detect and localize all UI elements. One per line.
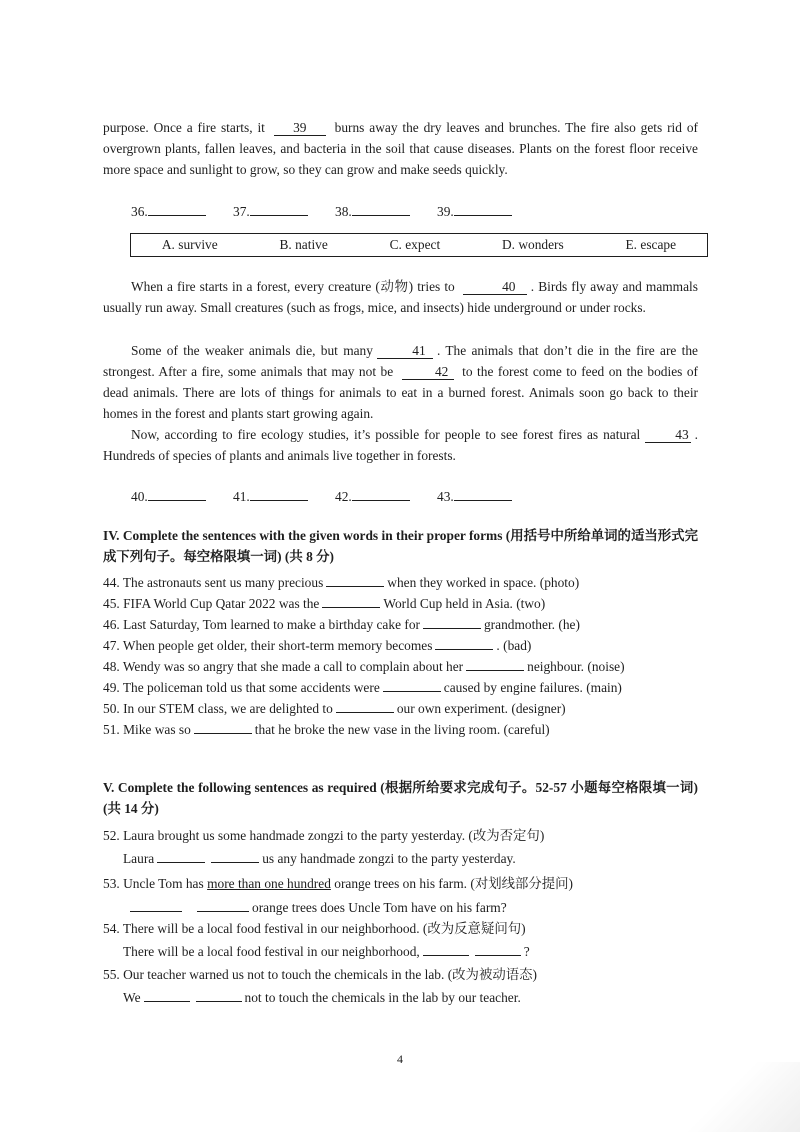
question-47: 47. When people get older, their short-term memory becomes . (bad) [103, 638, 532, 653]
answer-gap-52b[interactable] [211, 850, 259, 863]
section-5-heading: V. Complete the following sentences as required (根据所给要求完成句子。52-57 小题每空格限填一词) (共 14 分) [103, 780, 698, 816]
question-51: 51. Mike was so that he broke the new vase in the living room. (careful) [103, 722, 550, 737]
p2-after: . Birds fly away and mammals usually run away. Small creatures (such as frogs, mice, and insects) hide underground or under rocks. [103, 279, 698, 315]
answer-gap-47[interactable] [435, 637, 493, 650]
section-4-heading: IV. Complete the sentences with the given words in their proper forms (用括号中所给单词的适当形式完成下列句子。每空格限填一词) (共 8 分) [103, 528, 698, 564]
answer-gap-52a[interactable] [157, 850, 205, 863]
answer-gap-54a[interactable] [423, 943, 469, 956]
question-46: 46. Last Saturday, Tom learned to make a birthday cake for grandmother. (he) [103, 617, 580, 632]
underlined-phrase: more than one hundred [207, 876, 331, 891]
question-48: 48. Wendy was so angry that she made a call to complain about her neighbour. (noise) [103, 659, 625, 674]
answer-slot-41[interactable]: 41. [233, 488, 335, 505]
answer-row-36-39 [131, 203, 551, 223]
answer-gap-46[interactable] [423, 616, 481, 629]
answer-gap-50[interactable] [336, 700, 394, 713]
p4-after: . Hundreds of species of plants and animals live together in forests. [103, 427, 698, 463]
answer-line-55: We not to touch the chemicals in the lab by our teacher. [123, 990, 521, 1005]
blank-40: 40 [463, 280, 527, 295]
answer-gap-53b[interactable] [197, 899, 249, 912]
answer-line-54: There will be a local food festival in our neighborhood, ? [123, 944, 530, 959]
answer-slot-40[interactable]: 40. [131, 488, 233, 505]
question-49: 49. The policeman told us that some accidents were caused by engine failures. (main) [103, 680, 622, 695]
blank-39: 39 [274, 121, 326, 136]
answer-slot-37[interactable]: 37. [233, 203, 335, 220]
question-50: 50. In our STEM class, we are delighted to our own experiment. (designer) [103, 701, 566, 716]
passage-paragraph-4 [103, 424, 698, 466]
word-option-a: A. survive [161, 237, 218, 252]
passage-paragraph-2 [103, 276, 698, 318]
passage-paragraph-1 [103, 117, 698, 180]
answer-slot-36[interactable]: 36. [131, 203, 233, 220]
answer-gap-45[interactable] [322, 595, 380, 608]
question-44: 44. The astronauts sent us many precious when they worked in space. (photo) [103, 575, 580, 590]
question-53: 53. Uncle Tom has more than one hundred orange trees on his farm. (对划线部分提问) [103, 876, 574, 891]
section-5 [103, 777, 698, 1008]
p3-part-c: to the forest come to feed on the bodies of dead animals. There are lots of things for animals to eat in a burned forest. Animals soon go back to their homes in the forest and plants start growing again. [103, 364, 698, 421]
section-4-items [103, 572, 698, 740]
answer-row-40-43 [131, 488, 551, 508]
word-option-e: E. escape [625, 237, 677, 252]
answer-gap-51[interactable] [194, 721, 252, 734]
answer-gap-54b[interactable] [475, 943, 521, 956]
blank-43: 43 [645, 428, 690, 443]
blank-41: 41 [377, 344, 433, 359]
answer-line-53: orange trees does Uncle Tom have on his farm? [103, 897, 698, 918]
answer-gap-49[interactable] [383, 679, 441, 692]
answer-slot-42[interactable]: 42. [335, 488, 437, 505]
section-4 [103, 525, 698, 740]
passage-paragraph-3 [103, 340, 698, 424]
page-corner-shadow [680, 1062, 800, 1132]
word-option-c: C. expect [389, 237, 441, 252]
word-option-d: D. wonders [501, 237, 564, 252]
section-5-items [103, 825, 698, 1008]
p3-part-a: Some of the weaker animals die, but many [131, 343, 373, 358]
word-box [130, 233, 708, 257]
p1-after: burns away the dry leaves and brunches. The fire also gets rid of overgrown plants, fallen leaves, and bacteria in the soil that cause diseases. Plants on the forest floor receive more space and sunlight to grow, so they can grow and make seeds quickly. [103, 120, 698, 177]
p2-before: When a fire starts in a forest, every creature (动物) tries to [131, 279, 455, 294]
question-55: 55. Our teacher warned us not to touch the chemicals in the lab. (改为被动语态) [103, 967, 537, 982]
answer-slot-38[interactable]: 38. [335, 203, 437, 220]
answer-slot-39[interactable]: 39. [437, 203, 539, 220]
answer-gap-48[interactable] [466, 658, 524, 671]
page-number: 4 [397, 1052, 403, 1066]
answer-slot-43[interactable]: 43. [437, 488, 539, 505]
answer-line-52: Laura us any handmade zongzi to the party yesterday. [123, 851, 516, 866]
answer-gap-44[interactable] [326, 574, 384, 587]
question-54: 54. There will be a local food festival in our neighborhood. (改为反意疑问句) [103, 921, 526, 936]
answer-gap-55a[interactable] [144, 989, 190, 1002]
answer-gap-55b[interactable] [196, 989, 242, 1002]
p3-part-b: . The animals that don’t die in the fire are the strongest. After a fire, some animals that may not be [103, 343, 698, 379]
blank-42: 42 [402, 365, 454, 380]
question-52: 52. Laura brought us some handmade zongzi to the party yesterday. (改为否定句) [103, 828, 545, 843]
word-option-b: B. native [279, 237, 328, 252]
question-45: 45. FIFA World Cup Qatar 2022 was the World Cup held in Asia. (two) [103, 596, 546, 611]
p1-before: purpose. Once a fire starts, it [103, 120, 265, 135]
answer-gap-53a[interactable] [130, 899, 182, 912]
p4-before: Now, according to fire ecology studies, it’s possible for people to see forest fires as natural [131, 427, 641, 442]
